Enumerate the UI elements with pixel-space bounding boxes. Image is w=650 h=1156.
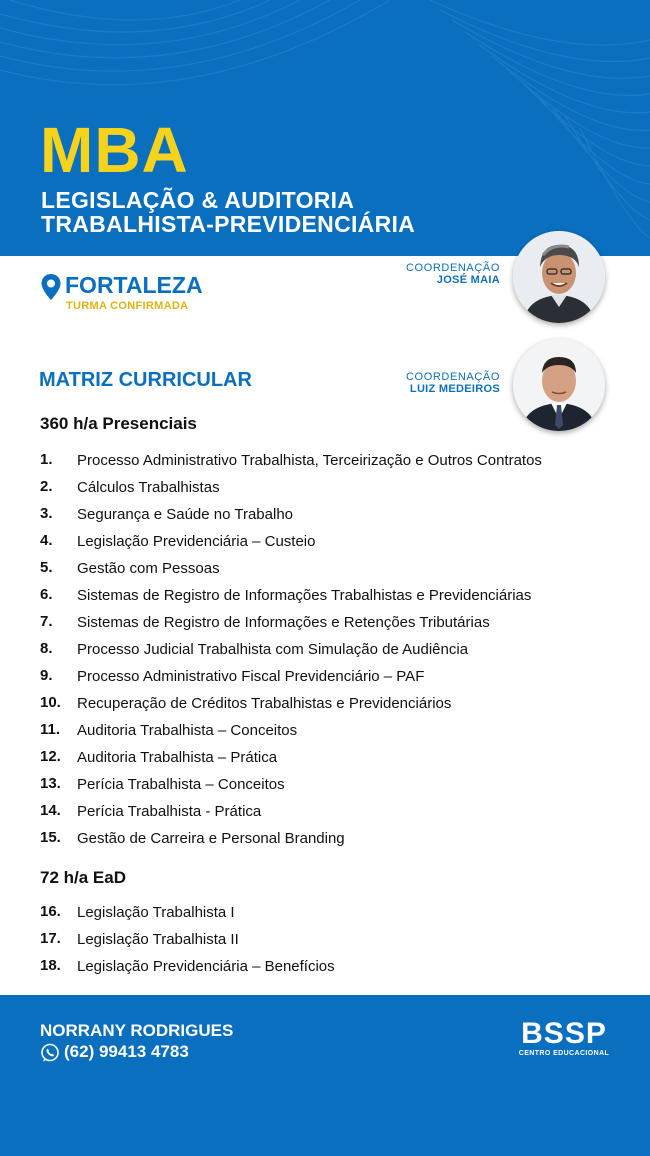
list-item-number: 12. — [40, 748, 61, 765]
list-item-text: Processo Judicial Trabalhista com Simulação de Audiência — [77, 641, 469, 658]
list-item-text: Legislação Trabalhista I — [77, 904, 235, 921]
list-item-text: Processo Administrativo Trabalhista, Terceirização e Outros Contratos — [77, 452, 542, 469]
curriculum-title: MATRIZ CURRICULAR — [39, 369, 252, 391]
list-item-number: 18. — [40, 957, 61, 974]
list-item-text: Recuperação de Créditos Trabalhistas e Previdenciários — [77, 695, 452, 712]
list-item-number: 14. — [40, 802, 61, 819]
list-item-text: Legislação Previdenciária – Benefícios — [77, 958, 335, 975]
location-city: FORTALEZA — [65, 272, 203, 298]
list-item-number: 17. — [40, 930, 61, 947]
list-item-text: Gestão com Pessoas — [77, 560, 220, 577]
list-item-number: 6. — [40, 586, 53, 603]
list-item-number: 1. — [40, 451, 53, 468]
list-item-number: 10. — [40, 694, 61, 711]
list-item-number: 2. — [40, 478, 53, 495]
coordinator-2-photo — [513, 339, 605, 431]
list-item-text: Cálculos Trabalhistas — [77, 479, 220, 496]
coordinator-label: COORDENAÇÃO — [406, 371, 500, 383]
list-item-number: 4. — [40, 532, 53, 549]
logo-subtext: CENTRO EDUCACIONAL — [518, 1050, 610, 1057]
list-item-text: Perícia Trabalhista – Conceitos — [77, 776, 285, 793]
course-subtitle — [41, 188, 415, 236]
list-item-number: 16. — [40, 903, 61, 920]
bssp-logo — [518, 1019, 610, 1057]
contact-phone: (62) 99413 4783 — [64, 1042, 189, 1061]
coordinator-name: LUIZ MEDEIROS — [409, 383, 500, 395]
list-item-text: Auditoria Trabalhista – Conceitos — [77, 722, 298, 739]
list-item-number: 3. — [40, 505, 53, 522]
list-item-text: Auditoria Trabalhista – Prática — [77, 749, 278, 766]
coordinator-label: COORDENAÇÃO — [406, 262, 500, 274]
list-item-number: 9. — [40, 667, 53, 684]
list-item-text: Perícia Trabalhista - Prática — [77, 803, 262, 820]
presencial-hours-heading: 360 h/a Presenciais — [40, 414, 197, 433]
map-pin-icon — [40, 273, 62, 301]
coordinator-2-text — [406, 371, 500, 395]
list-item-number: 7. — [40, 613, 53, 630]
list-item-text: Gestão de Carreira e Personal Branding — [77, 830, 345, 847]
header-banner — [0, 0, 650, 256]
subtitle-line-1: LEGISLAÇÃO & AUDITORIA — [41, 187, 355, 213]
whatsapp-icon — [40, 1043, 60, 1063]
list-item-number: 13. — [40, 775, 61, 792]
list-item-number: 8. — [40, 640, 53, 657]
list-item-text: Legislação Previdenciária – Custeio — [77, 533, 316, 550]
contact-name: NORRANY RODRIGUES — [40, 1021, 234, 1040]
list-item-number: 15. — [40, 829, 61, 846]
list-item-text: Legislação Trabalhista II — [77, 931, 239, 948]
list-item-text: Sistemas de Registro de Informações e Retenções Tributárias — [77, 614, 490, 631]
page-title: MBA — [40, 114, 189, 186]
coordinator-name: JOSÉ MAIA — [436, 274, 500, 286]
coordinator-1-text — [406, 262, 500, 286]
list-item-text: Processo Administrativo Fiscal Previdenciário – PAF — [77, 668, 425, 685]
footer-banner — [0, 995, 650, 1156]
list-item-number: 5. — [40, 559, 53, 576]
list-item-number: 11. — [40, 721, 61, 738]
logo-wordmark: BSSP — [521, 1017, 607, 1050]
list-item-text: Segurança e Saúde no Trabalho — [77, 506, 293, 523]
subtitle-line-2: TRABALHISTA-PREVIDENCIÁRIA — [41, 211, 416, 237]
coordinator-1-photo — [513, 231, 605, 323]
list-item-text: Sistemas de Registro de Informações Trabalhistas e Previdenciárias — [77, 587, 532, 604]
ead-hours-heading: 72 h/a EaD — [40, 868, 126, 887]
location-status: TURMA CONFIRMADA — [66, 300, 189, 312]
